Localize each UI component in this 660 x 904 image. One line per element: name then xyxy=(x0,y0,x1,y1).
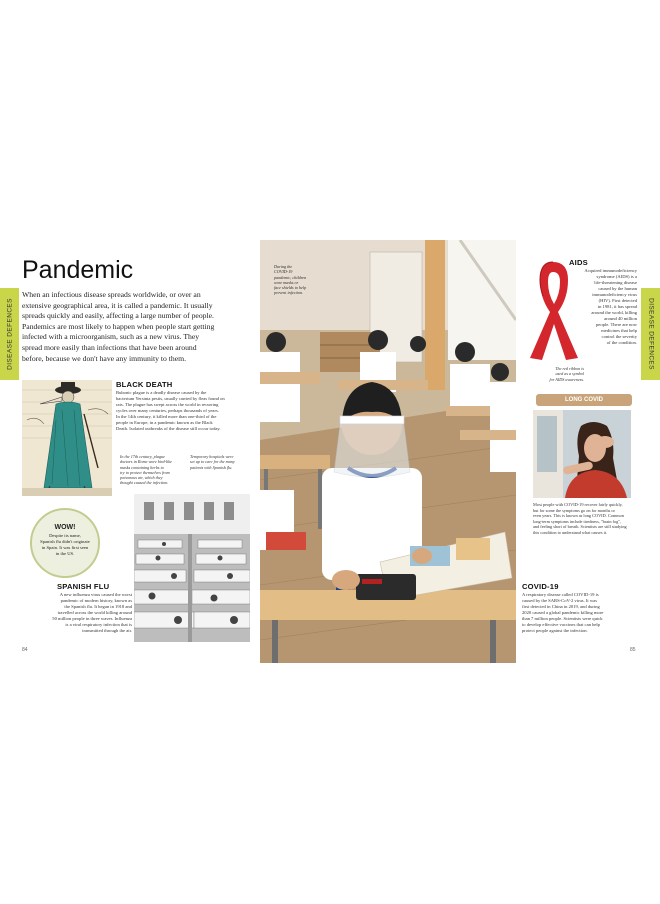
black-death-body xyxy=(116,390,256,432)
body-line: is a viral respiratory infection that is xyxy=(65,622,132,627)
caption-line: masks containing herbs to xyxy=(120,464,164,470)
long-covid-label: LONG COVID xyxy=(536,394,632,406)
wow-title: WOW! xyxy=(54,524,76,531)
caption-line: In the 17th century, plague xyxy=(120,454,166,459)
body-line: even years. This is known as long COVID. Common xyxy=(533,513,624,519)
hospital-caption xyxy=(190,454,254,470)
body-line: medicines that help xyxy=(601,328,637,333)
section-tab-right xyxy=(641,288,660,380)
ribbon-caption xyxy=(528,366,584,382)
covid-heading: COVID-19 xyxy=(522,582,559,591)
body-line: cycles over many centuries, perhaps thousands of years. xyxy=(116,408,219,413)
caption-line: Temporary hospitals were xyxy=(190,454,234,459)
classroom-photo xyxy=(260,240,516,663)
caption-line: patients with Spanish flu. xyxy=(190,464,233,470)
body-line: rats. The plague has swept across the world in recurring xyxy=(116,402,219,407)
body-line: travelled across the world killing around xyxy=(57,610,132,615)
wow-line: in Spain. It was first seen xyxy=(41,545,89,550)
spanish-flu-body xyxy=(24,592,132,634)
classroom-caption xyxy=(274,264,332,296)
body-line: A respiratory disease called COVID-19 is xyxy=(522,592,599,597)
body-line: to develop effective vaccines that can help xyxy=(522,622,600,627)
caption-line: The red ribbon is xyxy=(555,366,584,371)
caption-line: wore masks or xyxy=(274,279,299,285)
body-line: first detected in China in 2019, and during xyxy=(522,604,600,609)
body-line: people in Europe, in a pandemic known as the Black xyxy=(116,420,213,425)
body-line: transmitted through the air. xyxy=(82,628,132,633)
body-line: people. There are now xyxy=(596,322,637,327)
wow-text xyxy=(40,533,90,557)
body-line: bacterium Yersinia pestis, usually carried by fleas found on xyxy=(116,396,225,401)
caption-line: thought caused the infection. xyxy=(120,480,169,486)
body-line: (HIV). First detected xyxy=(598,298,637,303)
intro-line: before, because we don't have any immunity to them. xyxy=(22,353,187,363)
page-number-right: 85 xyxy=(630,647,636,653)
body-line: but for some the symptoms go on for months or xyxy=(533,507,615,513)
intro-line: spreads quickly and easily, affecting a large number of people. xyxy=(22,311,214,321)
body-line: caused by the SARS-CoV-2 virus. It was xyxy=(522,598,597,603)
intro-line: infected with a microorganism, such as a new virus. They xyxy=(22,332,200,342)
caption-line: During the xyxy=(274,264,293,269)
body-line: life-threatening disease xyxy=(594,280,637,285)
aids-heading: AIDS xyxy=(569,258,588,267)
long-covid-body xyxy=(533,502,633,536)
intro-line: spread more easily than infections that have been around xyxy=(22,342,197,352)
intro-paragraph xyxy=(22,290,257,364)
body-line: protect people against the infection. xyxy=(522,628,588,633)
body-line: of the condition. xyxy=(606,340,637,345)
body-line: the Spanish flu. It began in 1918 and xyxy=(64,604,132,609)
classroom-photo-drawing xyxy=(260,240,516,663)
body-line: A new influenza virus caused the worst xyxy=(59,592,132,597)
caption-line: used as a symbol xyxy=(555,371,584,377)
body-line: control the severity xyxy=(601,334,637,339)
body-line: caused by the human xyxy=(598,286,637,291)
body-line: around 40 million xyxy=(604,316,637,321)
wow-line: Despite its name, xyxy=(49,533,81,538)
body-line: and feeling short of breath. Scientists are still studying xyxy=(533,524,627,530)
body-line: Death. Isolated outbreaks of the disease still occur today. xyxy=(116,426,221,431)
intro-line: extensive geographical area, it is called a pandemic. It usually xyxy=(22,300,213,310)
body-line: this condition to understand what causes it. xyxy=(533,529,608,535)
body-line: Most people with COVID-19 recover fairly quickly, xyxy=(533,502,623,507)
caption-line: prevent infection. xyxy=(274,290,304,296)
black-death-heading: BLACK DEATH xyxy=(116,380,173,389)
wow-fact-circle xyxy=(30,508,100,578)
section-tab-left xyxy=(0,288,19,380)
body-line: syndrome (AIDS) is a xyxy=(596,274,637,279)
caption-line: poisonous air, which they xyxy=(120,475,163,481)
spanish-flu-heading: SPANISH FLU xyxy=(57,582,110,591)
body-line: immunodeficiency virus xyxy=(592,292,637,297)
plague-doctor-illustration xyxy=(22,380,112,496)
intro-line: Pandemics are most likely to happen when people start getting xyxy=(22,321,215,331)
caption-line: doctors in Rome wore bird-like xyxy=(120,459,173,465)
body-line: than 7 million people. Scientists were quick xyxy=(522,616,603,621)
wow-line: Spanish flu didn't originate xyxy=(40,539,90,544)
section-tab-right-label: DISEASE DEFENCES xyxy=(647,298,654,370)
long-covid-photo xyxy=(533,410,631,498)
body-line: long-term symptoms include tiredness, "brain fog", xyxy=(533,518,622,524)
body-line: In the 14th century, it killed more than one-third of the xyxy=(116,414,217,419)
aids-body xyxy=(565,268,637,346)
caption-line: try to protect themselves from xyxy=(120,469,170,475)
page-number-left: 84 xyxy=(22,647,28,653)
body-line: Acquired immunodeficiency xyxy=(584,268,637,273)
body-line: pandemic of modern history, known as xyxy=(60,598,132,603)
caption-line: set up to care for the many xyxy=(190,459,235,465)
caption-line: COVID-19 xyxy=(274,269,293,275)
section-tab-left-label: DISEASE DEFENCES xyxy=(6,298,13,370)
caption-line: face shields to help xyxy=(274,285,307,291)
body-line: in 1981, it has spread xyxy=(597,304,637,309)
covid-body xyxy=(522,592,636,634)
body-line: around the world, killing xyxy=(591,310,637,315)
page-title: Pandemic xyxy=(22,256,134,284)
wow-line: in the US. xyxy=(55,551,75,556)
caption-line: pandemic, children xyxy=(274,274,307,280)
body-line: 2020 caused a global pandemic killing more xyxy=(522,610,604,615)
body-line: Bubonic plague is a deadly disease caused by the xyxy=(116,390,207,395)
caption-line: for AIDS awareness. xyxy=(549,376,584,382)
plague-doctor-caption xyxy=(120,454,184,486)
intro-line: When an infectious disease spreads worldwide, or over an xyxy=(22,290,201,299)
book-spread xyxy=(0,240,660,663)
spanish-flu-hospital-photo xyxy=(134,494,250,642)
body-line: 50 million people in three waves. Influenza xyxy=(52,616,132,621)
